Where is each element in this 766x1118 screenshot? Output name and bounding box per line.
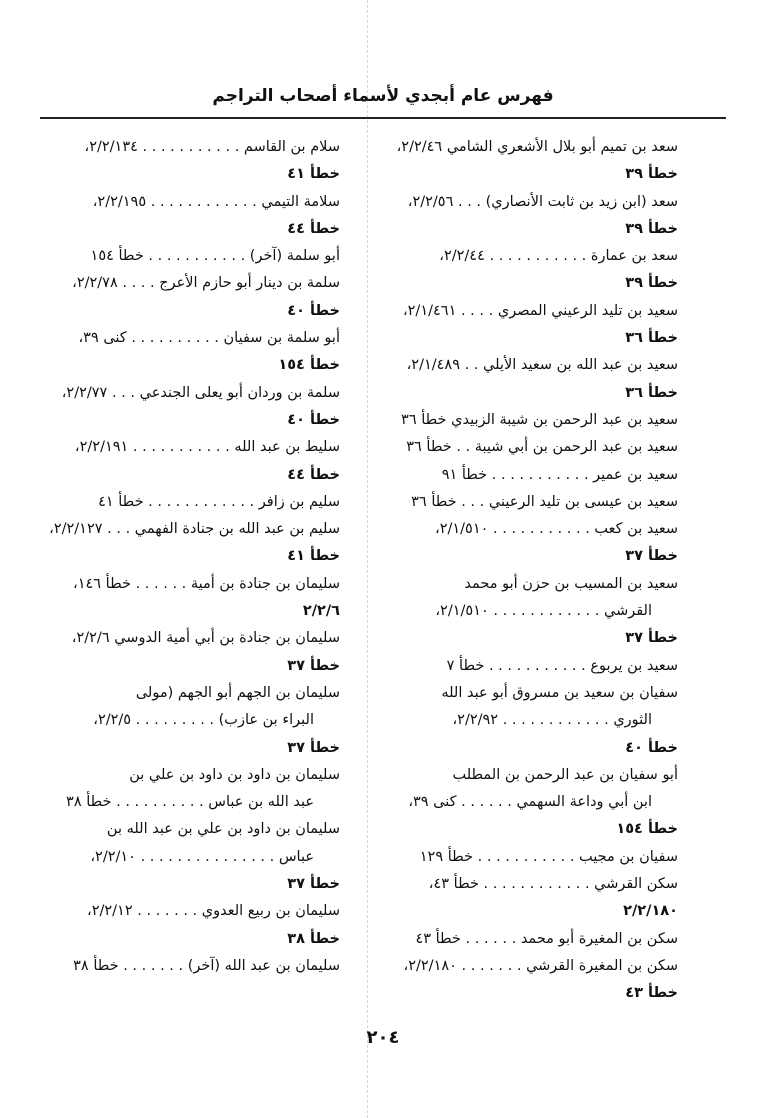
index-entry: [390, 680, 678, 707]
index-entry-text: سلمة بن وردان أبو يعلى الجندعي . . . ٢/٢/٧٧،: [61, 384, 340, 401]
index-entry: [44, 189, 340, 216]
index-entry-continuation: [390, 789, 678, 816]
index-entry: [390, 516, 678, 543]
index-entry: [390, 434, 678, 461]
index-entry-text: خطأ ٣٩: [625, 275, 678, 292]
page-number: ٢٠٤: [366, 1027, 400, 1048]
index-reference: [390, 735, 678, 762]
index-entry-text: سعيد بن تليد الرعيني المصري . . . . ٢/١/٤٦١،: [402, 302, 678, 319]
index-entry: [44, 953, 340, 980]
index-reference: [390, 980, 678, 1007]
index-entry-text: سعد (ابن زيد بن ثابت الأنصاري) . . . ٢/٢/٥٦،: [407, 193, 678, 210]
index-entry-text: الثوري . . . . . . . . . . . . ٢/٢/٩٢،: [452, 712, 652, 729]
index-reference: [44, 216, 340, 243]
index-reference: [390, 161, 678, 188]
index-entry-continuation: [44, 844, 340, 871]
header-rule: [40, 117, 726, 119]
index-entry-text: خطأ ١٥٤: [616, 821, 678, 838]
index-entry: [44, 898, 340, 925]
index-reference: [390, 625, 678, 652]
index-entry-text: خطأ ٣٦: [625, 384, 678, 401]
index-entry: [44, 625, 340, 652]
index-entry-text: البراء بن عازب) . . . . . . . . . ٢/٢/٥،: [93, 712, 314, 729]
index-entry-text: أبو سفيان بن عبد الرحمن بن المطلب: [452, 766, 678, 783]
index-entry-text: ابن أبي وداعة السهمي . . . . . . كنى ٣٩،: [408, 794, 652, 811]
index-entry-text: ٢/٢/٦: [302, 603, 340, 620]
index-entry-text: سليمان بن ربيع العدوي . . . . . . . ٢/٢/١٢،: [87, 903, 340, 920]
index-entry-text: سليمان بن داود بن علي بن عبد الله بن: [106, 821, 340, 838]
index-entry: [390, 298, 678, 325]
index-entry-text: سعيد بن عبد الرحمن بن أبي شيبة . . خطأ ٣٦: [406, 439, 678, 456]
index-reference: [44, 735, 340, 762]
index-entry-text: سكن القرشي . . . . . . . . . . . . خطأ ٤٣،: [428, 876, 678, 893]
index-entry: [390, 489, 678, 516]
index-entry: [390, 871, 678, 898]
index-entry-continuation: [44, 789, 340, 816]
index-entry: [44, 243, 340, 270]
index-entry-text: سلامة التيمي . . . . . . . . . . . . ٢/٢/١٩٥،: [92, 193, 340, 210]
index-entry: [390, 653, 678, 680]
index-entry-text: خطأ ٣٦: [625, 330, 678, 347]
index-reference: [44, 352, 340, 379]
index-entry-text: سكن بن المغيرة أبو محمد . . . . . . خطأ ٤٣: [415, 930, 678, 947]
right-index-column: [390, 134, 678, 1008]
index-entry-text: سليم بن عبد الله بن جنادة الفهمي . . . ٢/٢/١٢٧،: [49, 521, 340, 538]
index-entry-text: سلمة بن دينار أبو حازم الأعرج . . . . ٢/٢/٧٨،: [72, 275, 340, 292]
index-entry-text: خطأ ٣٧: [287, 739, 340, 756]
index-entry: [44, 489, 340, 516]
index-reference: [44, 407, 340, 434]
index-entry-text: سليم بن زافر . . . . . . . . . . . . خطأ ٤١: [98, 493, 340, 510]
index-reference: [44, 543, 340, 570]
index-entry-text: سعيد بن عبد الله بن سعيد الأيلي . . ٢/١/٤٨٩،: [406, 357, 678, 374]
index-entry-text: سكن بن المغيرة القرشي . . . . . . . ٢/٢/١٨٠،: [403, 957, 678, 974]
index-entry-text: خطأ ٣٩: [625, 220, 678, 237]
index-entry: [390, 571, 678, 598]
index-entry-text: خطأ ٤٠: [287, 302, 340, 319]
index-entry-text: سعيد بن عيسى بن تليد الرعيني . . . خطأ ٣٦: [411, 493, 678, 510]
index-entry-text: سعيد بن المسيب بن حزن أبو محمد: [464, 575, 678, 592]
index-entry-text: خطأ ٤٤: [287, 466, 340, 483]
index-entry-text: سليمان بن داود بن داود بن علي بن: [129, 766, 340, 783]
index-entry: [390, 462, 678, 489]
index-reference: [44, 871, 340, 898]
index-entry: [44, 680, 340, 707]
index-entry-text: سليمان بن جنادة بن أمية . . . . . . خطأ ١٤٦،: [73, 575, 340, 592]
index-entry-text: خطأ ٣٨: [287, 930, 340, 947]
index-entry-text: سلام بن القاسم . . . . . . . . . . . ٢/٢/١٣٤،: [84, 139, 340, 155]
index-entry-text: خطأ ١٥٤: [278, 357, 340, 374]
index-entry-text: سعد بن تميم أبو بلال الأشعري الشامي ٢/٢/٤٦،: [396, 139, 678, 155]
index-entry-text: خطأ ٤٠: [625, 739, 678, 756]
index-entry-text: سعيد بن يربوع . . . . . . . . . . . خطأ ٧: [446, 657, 678, 674]
index-entry: [44, 762, 340, 789]
index-entry-text: سعيد بن عمير . . . . . . . . . . . خطأ ٩١: [441, 466, 678, 483]
index-reference: [390, 325, 678, 352]
index-entry-continuation: [390, 707, 678, 734]
index-reference: [390, 216, 678, 243]
index-entry-text: عبد الله بن عباس . . . . . . . . . . خطأ ٣٨: [66, 794, 314, 811]
index-entry: [390, 953, 678, 980]
index-reference: [44, 926, 340, 953]
index-entry: [44, 325, 340, 352]
index-entry-text: خطأ ٤٠: [287, 411, 340, 428]
index-entry-text: عباس . . . . . . . . . . . . . . . ٢/٢/١٠،: [90, 848, 314, 865]
index-entry-text: سليط بن عبد الله . . . . . . . . . . . ٢/٢/١٩١،: [74, 439, 340, 456]
index-reference: [44, 598, 340, 625]
index-entry-text: القرشي . . . . . . . . . . . . ٢/١/٥١٠،: [435, 603, 652, 620]
index-entry-continuation: [390, 598, 678, 625]
index-entry: [44, 571, 340, 598]
index-entry-text: خطأ ٣٧: [287, 876, 340, 893]
index-entry: [44, 516, 340, 543]
index-reference: [390, 270, 678, 297]
index-entry-text: سعد بن عمارة . . . . . . . . . . . ٢/٢/٤٤،: [439, 248, 678, 265]
fold-guide: [367, 0, 368, 1118]
index-entry: [44, 816, 340, 843]
index-entry-text: خطأ ٤٣: [625, 985, 678, 1002]
index-reference: [390, 816, 678, 843]
index-entry-text: خطأ ٤١: [287, 166, 340, 183]
index-reference: [44, 161, 340, 188]
index-entry-text: خطأ ٣٧: [287, 657, 340, 674]
index-entry: [390, 243, 678, 270]
index-entry-continuation: [44, 707, 340, 734]
index-entry-text: خطأ ٤١: [287, 548, 340, 565]
index-entry: [44, 434, 340, 461]
index-entry-text: أبو سلمة بن سفيان . . . . . . . . . . كنى ٣٩،: [78, 330, 340, 347]
index-entry-text: أبو سلمة (آخر) . . . . . . . . . . . خطأ ١٥٤: [90, 248, 340, 265]
index-entry-text: سعيد بن عبد الرحمن بن شيبة الزبيدي خطأ ٣٦: [401, 411, 678, 428]
index-reference: [390, 380, 678, 407]
index-entry: [390, 762, 678, 789]
index-entry: [390, 844, 678, 871]
index-entry: [390, 926, 678, 953]
index-reference: [44, 462, 340, 489]
index-entry-text: خطأ ٣٩: [625, 166, 678, 183]
index-reference: [390, 898, 678, 925]
page-title: فهرس عام أبجدي لأسماء أصحاب التراجم: [212, 86, 554, 106]
index-entry-text: خطأ ٣٧: [625, 548, 678, 565]
index-entry: [390, 134, 678, 161]
index-entry-text: سليمان بن الجهم أبو الجهم (مولى: [135, 684, 340, 701]
index-entry: [44, 380, 340, 407]
index-entry: [390, 407, 678, 434]
index-entry-text: سعيد بن كعب . . . . . . . . . . . ٢/١/٥١٠،: [435, 521, 678, 538]
index-entry: [390, 189, 678, 216]
index-entry-text: خطأ ٤٤: [287, 220, 340, 237]
index-entry-text: سفيان بن سعيد بن مسروق أبو عبد الله: [441, 684, 678, 701]
index-entry: [390, 352, 678, 379]
index-entry-text: سليمان بن عبد الله (آخر) . . . . . . . خطأ ٣٨: [73, 957, 340, 974]
index-entry-text: سفيان بن مجيب . . . . . . . . . . . خطأ ١٢٩: [419, 848, 678, 865]
left-index-column: [44, 134, 340, 980]
index-reference: [44, 653, 340, 680]
index-entry-text: سليمان بن جنادة بن أبي أمية الدوسي ٢/٢/٦،: [71, 630, 340, 647]
index-reference: [390, 543, 678, 570]
index-entry: [44, 134, 340, 161]
index-reference: [44, 298, 340, 325]
index-entry-text: ٢/٢/١٨٠: [623, 903, 678, 920]
index-entry: [44, 270, 340, 297]
index-entry-text: خطأ ٣٧: [625, 630, 678, 647]
